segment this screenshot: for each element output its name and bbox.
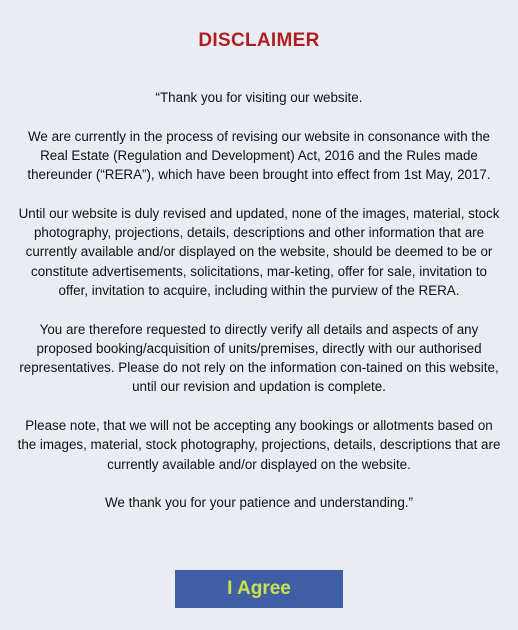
disclaimer-body (16, 88, 502, 532)
dialog-title: DISCLAIMER (198, 30, 320, 51)
paragraph-revision: We are currently in the process of revising our website in consonance with the Real Estate (Regulation and Development) Act, 2016 and the Rules made thereunder (“RERA”), which have been brought into effect from 1st May, 2017. (27, 128, 491, 183)
paragraph-thanks: “Thank you for visiting our website. (155, 90, 363, 105)
paragraph-not-advertisement: Until our website is duly revised and updated, none of the images, material, stock photography, projections, details, descriptions and other information that are currently available and/or displayed on the website, should be deemed to be or constitute advertisements, solicitations, mar-keting, offer for sale, invitation to offer, invitation to acquire, including within the purview of the RERA. (18, 205, 500, 298)
paragraph-no-bookings: Please note, that we will not be accepting any bookings or allotments based on the images, material, stock photography, projections, details, descriptions that are currently available and/or displayed on the website. (17, 418, 501, 472)
paragraph-verify: You are therefore requested to directly verify all details and aspects of any proposed booking/acquisition of units/premises, directly with our authorised representatives. Please do not rely on the information con-tained on this website, until our revision and updation is complete. (19, 321, 499, 395)
agree-button[interactable]: I Agree (175, 570, 343, 608)
paragraph-closing: We thank you for your patience and understanding.” (105, 495, 413, 511)
